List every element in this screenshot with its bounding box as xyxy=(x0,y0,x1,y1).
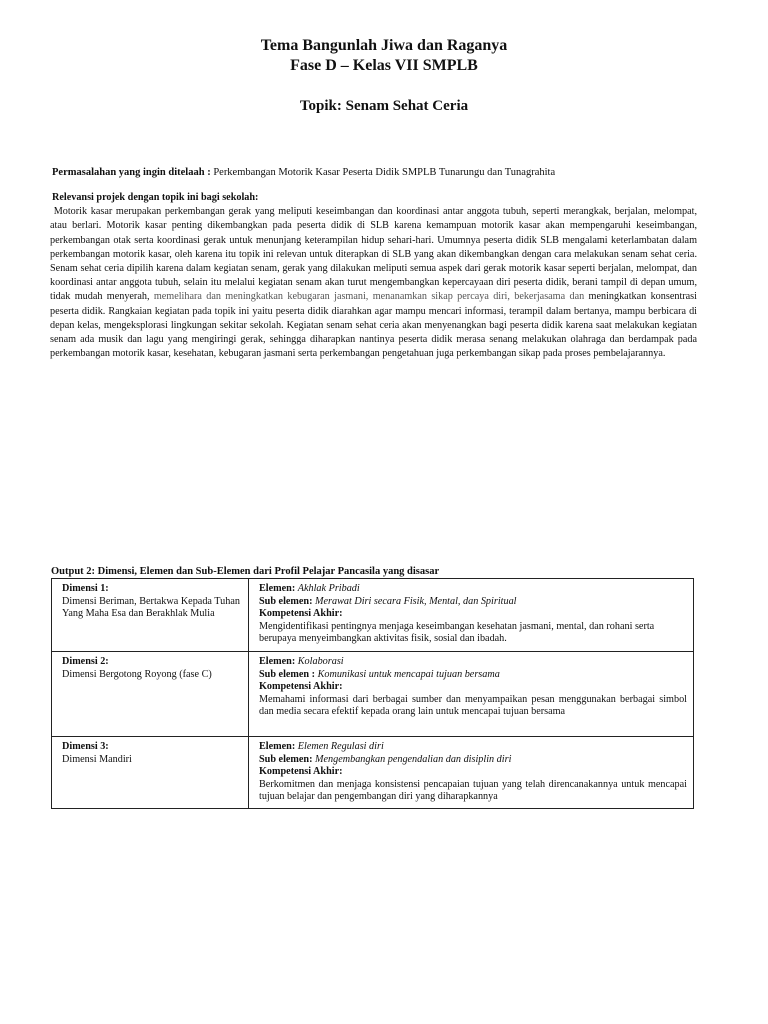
dimension-label: Dimensi 3: xyxy=(62,741,109,752)
sub-element-value: Mengembangkan pengendalian dan disiplin diri xyxy=(315,753,512,765)
relevance-body-part2: meningkatkan konsentrasi peserta didik. Rangkaian kegiatan pada topik ini yaitu peserta didik diarahkan agar mampu mencari informasi, terampil dalam bertanya, mampu berbicara di depan kelas, mengeksplorasi lingkungan sekitar sekolah. Kegiatan senam sehat ceria akan menyenangkan bagi peserta didik karena saat melakukan kegiatan senam ada musik dan lagu yang mengiringi gerak, sehingga diharapkan nantinya peserta didik merasa senang melakukan olahraga dan berdampak pada perkembangan motorik kasar, kesehatan, kebugaran jasmani serta perkembangan pengetahuan juga perkembangan sikap pada proses pembelajarannya. xyxy=(50,291,697,360)
problem-statement xyxy=(52,166,712,180)
dimensions-table xyxy=(51,578,694,809)
document-header xyxy=(0,36,768,76)
dimension-cell xyxy=(52,579,249,652)
element-value: Elemen Regulasi diri xyxy=(297,741,384,752)
element-cell xyxy=(249,579,694,652)
competency-label: Kompetensi Akhir: xyxy=(259,681,343,693)
element-cell xyxy=(249,652,694,737)
topic-title: Topik: Senam Sehat Ceria xyxy=(299,98,469,114)
element-label: Elemen: xyxy=(259,741,296,752)
dimension-text: Dimensi Beriman, Bertakwa Kepada Tuhan Yang Maha Esa dan Berakhlak Mulia xyxy=(62,595,240,620)
competency-text: Memahami informasi dari berbagai sumber dan menyampaikan pesan menggunakan berbagai simbol dan media secara efektif kepada orang lain untuk mencapai tujuan bersama xyxy=(259,693,687,718)
table-row xyxy=(52,652,694,737)
dimension-label: Dimensi 1: xyxy=(62,583,109,594)
sub-element-label: Sub elemen: xyxy=(259,595,313,607)
problem-label: Permasalahan yang ingin ditelaah : xyxy=(52,167,211,178)
competency-label: Kompetensi Akhir: xyxy=(259,766,343,778)
relevance-body-highlight: memelihara dan meningkatkan kebugaran jasmani, menanamkan sikap percaya diri, bekerjasama dan xyxy=(153,291,585,303)
dimension-label: Dimensi 2: xyxy=(62,656,109,667)
element-value: Akhlak Pribadi xyxy=(297,583,360,594)
table-row xyxy=(52,737,694,809)
relevance-heading: Relevansi projek dengan topik ini bagi sekolah: xyxy=(52,192,259,203)
dimension-text: Dimensi Mandiri xyxy=(62,753,132,765)
sub-element-label: Sub elemen : xyxy=(259,668,316,680)
element-value: Kolaborasi xyxy=(297,656,344,667)
element-label: Elemen: xyxy=(259,656,296,667)
problem-text: Perkembangan Motorik Kasar Peserta Didik SMPLB Tunarungu dan Tunagrahita xyxy=(213,167,556,178)
dimension-cell xyxy=(52,737,249,809)
phase-title: Fase D – Kelas VII SMPLB xyxy=(290,57,478,74)
table-row xyxy=(52,579,694,652)
dimension-text: Dimensi Bergotong Royong (fase C) xyxy=(62,668,212,680)
competency-text: Berkomitmen dan menjaga konsistensi pencapaian tujuan yang telah direncanakannya untuk mencapai tujuan belajar dan pengembangan diri yang diharapkannya xyxy=(259,778,687,803)
theme-title: Tema Bangunlah Jiwa dan Raganya xyxy=(260,37,508,54)
element-cell xyxy=(249,737,694,809)
competency-label: Kompetensi Akhir: xyxy=(259,608,343,620)
dimension-cell xyxy=(52,652,249,737)
relevance-body xyxy=(50,205,697,361)
output-heading: Output 2: Dimensi, Elemen dan Sub-Elemen dari Profil Pelajar Pancasila yang disasar xyxy=(51,566,440,577)
element-label: Elemen: xyxy=(259,583,296,594)
sub-element-value: Merawat Diri secara Fisik, Mental, dan Spiritual xyxy=(315,595,517,607)
relevance-body-part1: Motorik kasar merupakan perkembangan gerak yang meliputi keseimbangan dan koordinasi antar anggota tubuh, seperti merangkak, berjalan, melompat, atau berlari. Motorik kasar penting dikembangkan pada peserta didik di SLB karena kemampuan motorik kasar akan mempengaruhi keseimbangan, perkembangan otak serta koordinasi gerak untuk menunjang keterampilan hidup sehari-hari. Umumnya peserta didik SLB mengalami keterlambatan dalam perkembangan motorik kasar, oleh karena itu topik ini relevan untuk diterapkan di SLB yang akan dikembangkan dengan cara melakukan senam sehat ceria. Senam sehat ceria dipilih karena dalam kegiatan senam, gerak yang dilakukan meliputi semua aspek dari gerak motorik kasar seperti berjalan, melompat, dan koordinasi antar anggota tubuh, selain itu melalui kegiatan senam akan turut mengembangkan kepercayaan diri peserta didik, berani tampil di depan umum, tidak mudah menyerah, xyxy=(50,206,697,303)
relevance-section xyxy=(50,191,697,361)
sub-element-value: Komunikasi untuk mencapai tujuan bersama xyxy=(317,668,500,680)
competency-text: Mengidentifikasi pentingnya menjaga keseimbangan kesehatan jasmani, mental, dan rohani serta berupaya menyeimbangkan aktivitas fisik, sosial dan ibadah. xyxy=(259,620,655,645)
sub-element-label: Sub elemen: xyxy=(259,753,313,765)
